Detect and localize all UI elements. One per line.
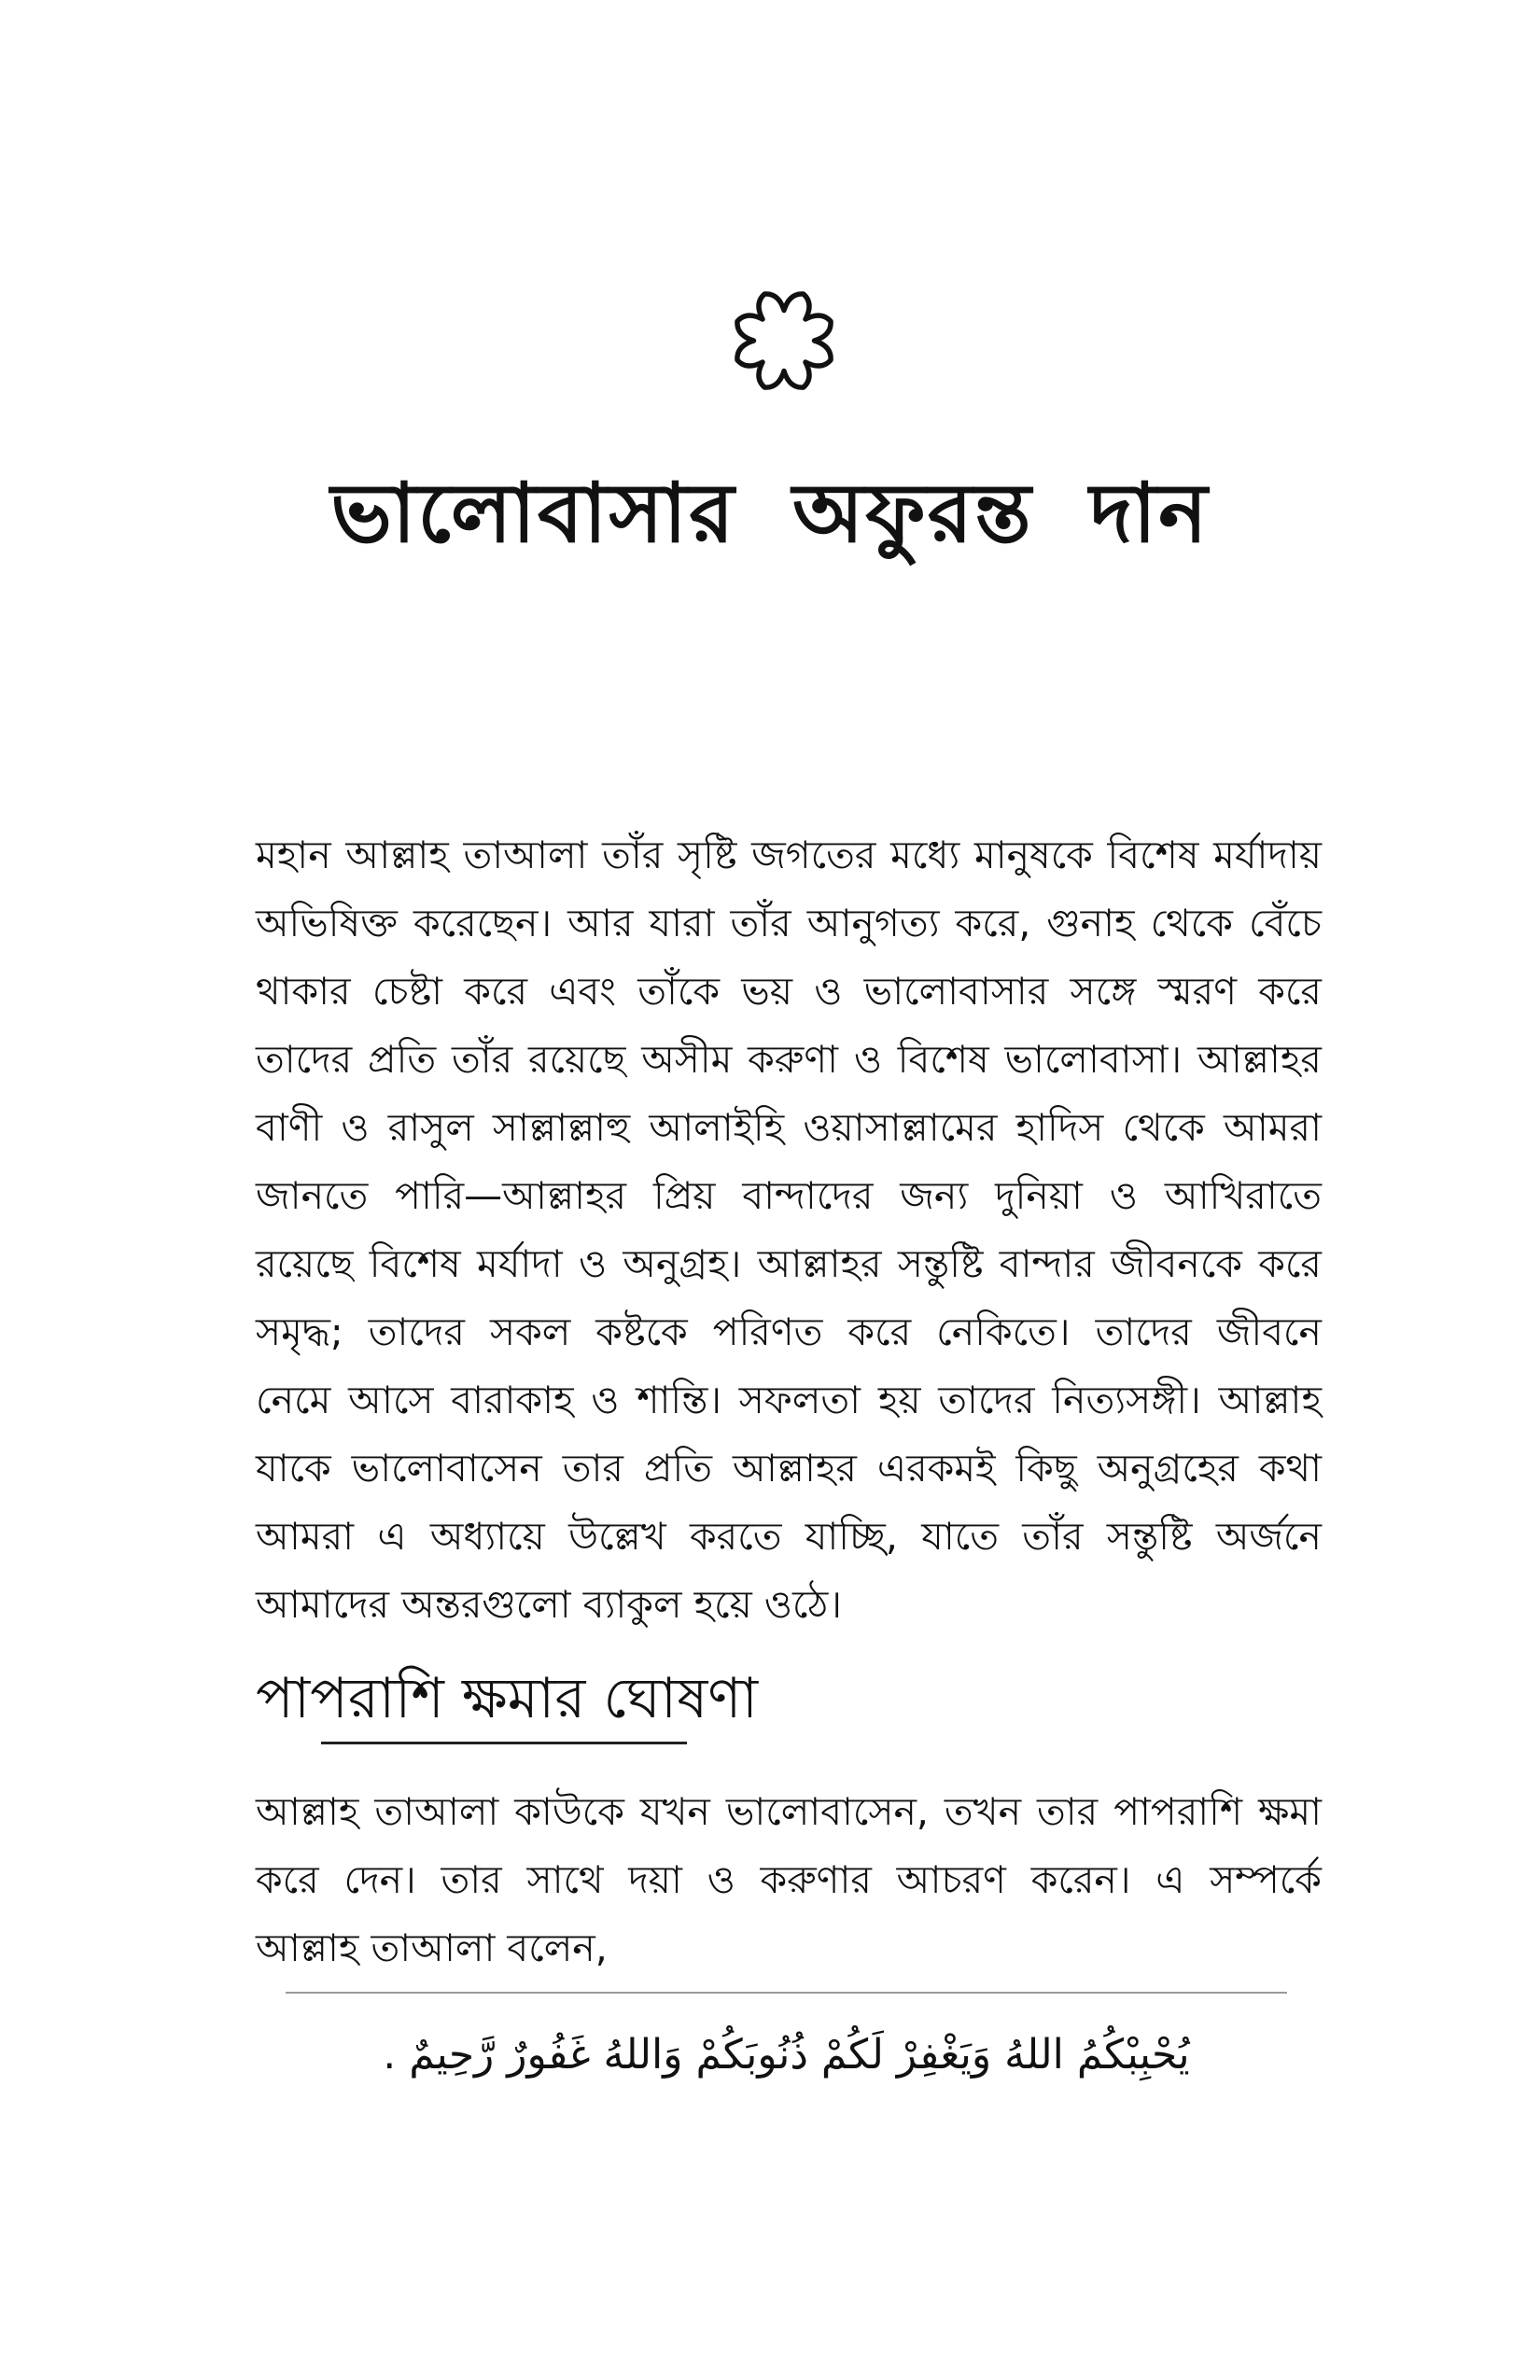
heading-underline [321, 1742, 687, 1744]
text-line: থাকার চেষ্টা করে এবং তাঁকে ভয় ও ভালোবাসার সঙ্গে স্মরণ করে [256, 969, 1322, 1014]
section-paragraph [256, 1778, 1322, 1982]
text-line: নেমে আসে বারাকাহ ও শান্তি। সফলতা হয় তাদের নিত্যসঙ্গী। আল্লাহ [256, 1378, 1322, 1422]
text-line: অভিষিক্ত করেছেন। আর যারা তাঁর আনুগত্য করে, গুনাহ থেকে বেঁচে [256, 901, 1322, 945]
text-line: বাণী ও রাসুল সাল্লাল্লাহু আলাইহি ওয়াসাল্লামের হাদিস থেকে আমরা [256, 1105, 1322, 1150]
text-line: আমাদের অন্তরগুলো ব্যাকুল হয়ে ওঠে। [256, 1582, 842, 1627]
text-line: করে দেন। তার সাথে দয়া ও করুণার আচরণ করেন। এ সম্পর্কে [256, 1857, 1322, 1902]
text-line: তাদের প্রতি তাঁর রয়েছে অসীম করুণা ও বিশেষ ভালোবাসা। আল্লাহর [256, 1037, 1322, 1082]
flower-petals [737, 294, 831, 387]
text-line: রয়েছে বিশেষ মর্যাদা ও অনুগ্রহ। আল্লাহর সন্তুষ্টি বান্দার জীবনকে করে [256, 1241, 1322, 1286]
text-line: আল্লাহ তাআলা বলেন, [256, 1925, 608, 1970]
text-line: যাকে ভালোবাসেন তার প্রতি আল্লাহর এরকমই কিছু অনুগ্রহের কথা [256, 1446, 1322, 1491]
intro-paragraph [256, 821, 1322, 1639]
text-line: জানতে পারি—আল্লাহর প্রিয় বান্দাদের জন্য দুনিয়া ও আখিরাতে [256, 1173, 1322, 1218]
text-line: মহান আল্লাহ তাআলা তাঁর সৃষ্টি জগতের মধ্যে মানুষকে বিশেষ মর্যাদায় [256, 833, 1322, 877]
text-line: আল্লাহ তাআলা কাউকে যখন ভালোবাসেন, তখন তার পাপরাশি ক্ষমা [256, 1789, 1322, 1834]
text-line: সমৃদ্ধ; তাদের সকল কষ্টকে পরিণত করে নেকিতে। তাদের জীবনে [256, 1309, 1322, 1354]
eight-petal-flower-icon [723, 280, 845, 401]
section-heading: পাপরাশি ক্ষমার ঘোষণা [256, 1666, 758, 1731]
quran-verse: يُحْبِبْكُمُ اللهُ وَيَغْفِرْ لَكُمْ ذُنُوبَكُمْ وَاللهُ غَفُورٌ رَّحِيمٌ . [383, 2031, 1190, 2079]
text-line: আমরা এ অধ্যায়ে উল্লেখ করতে যাচ্ছি, যাতে তাঁর সন্তুষ্টি অর্জনে [256, 1514, 1322, 1559]
chapter-title: ভালোবাসার অফুরন্ত দান [330, 465, 1210, 561]
divider [286, 1992, 1287, 1994]
